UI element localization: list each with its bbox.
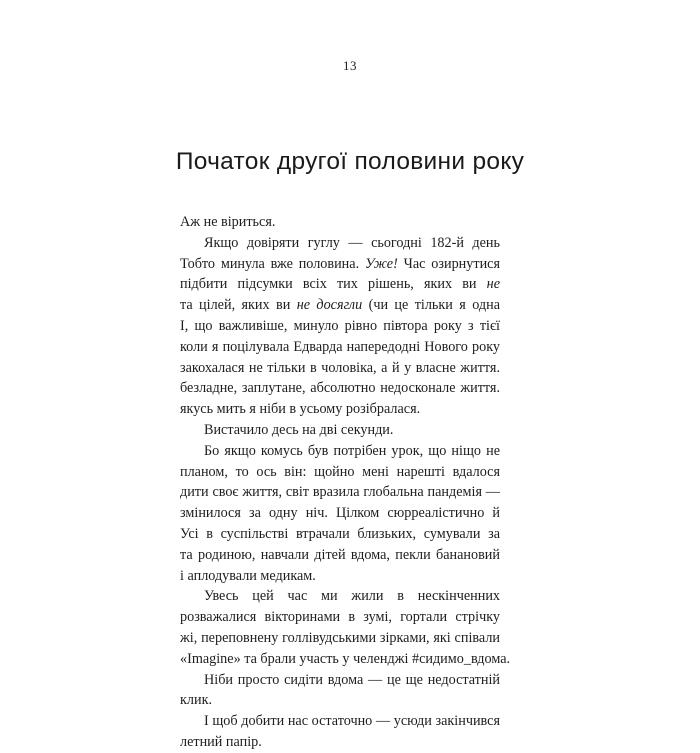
text-line: Аж не віриться. (180, 214, 276, 230)
text-line: планом, то ось він: щойно мені нарешті вдалося (180, 463, 500, 480)
text-line: коли я поцілувала Едварда напередодні Нового року (180, 338, 500, 355)
emphasis-text: не (486, 276, 500, 293)
text-line: клик. (180, 692, 213, 709)
text-span: підбити підсумки всіх тих рішень, яких ви (180, 276, 487, 293)
text-line: безладне, заплутане, абсолютно недосконале життя. (180, 380, 500, 397)
text-line (180, 274, 500, 295)
text-line: І щоб добити нас остаточно — усюди закінчився (204, 713, 500, 730)
text-span: та цілей, яких ви (180, 297, 297, 314)
text-line: дити своє життя, світ вразила глобальна пандемія — (180, 484, 500, 501)
text-span: (чи це тільки я одна (368, 297, 500, 314)
text-line: розважалися вікторинами в зумі, гортали стрічку (180, 609, 500, 626)
emphasis-text: не досягли (296, 297, 363, 314)
text-line: та родиною, навчали дітей вдома, пекли банановий (180, 546, 500, 563)
text-line: жі, переповнену голлівудськими зірками, які співали (180, 629, 500, 646)
text-line (180, 295, 500, 316)
text-line: Якщо довіряти гуглу — сьогодні 182-й день (204, 234, 500, 251)
text-line: якусь мить я ніби в усьому розібралася. (180, 401, 421, 418)
text-line: змінилося за одну ніч. Цілком сюрреалістично й (180, 505, 500, 522)
text-span: Час озирнутися (403, 255, 500, 272)
chapter-title: Початок другої половини року (175, 148, 525, 175)
text-line: Вистачило десь на дві секунди. (204, 421, 394, 438)
text-line: І, що важливіше, минуло рівно півтора року з тієї (180, 317, 500, 334)
text-line: Бо якщо комусь був потрібен урок, що ніщо не (204, 442, 500, 459)
text-line: Усі в суспільстві втрачали близьких, сумували за (180, 525, 500, 542)
text-line: Увесь цей час ми жили в нескінченних (204, 588, 500, 605)
page-number: 13 (343, 58, 357, 73)
body-text (180, 212, 511, 753)
text-line: закохалася не тільки в чоловіка, а й у власне життя. (180, 359, 500, 376)
text-line: і аплодували медикам. (180, 567, 316, 584)
text-span: Тобто минула вже половина. (180, 255, 365, 272)
text-line: «Imagine» та брали участь у челенджі #сидимо_вдома. (180, 650, 511, 667)
text-line: летний папір. (180, 733, 262, 750)
emphasis-text: Уже! (364, 255, 398, 272)
text-line (180, 254, 500, 275)
text-line: Ніби просто сидіти вдома — це ще недостатній (204, 671, 500, 688)
